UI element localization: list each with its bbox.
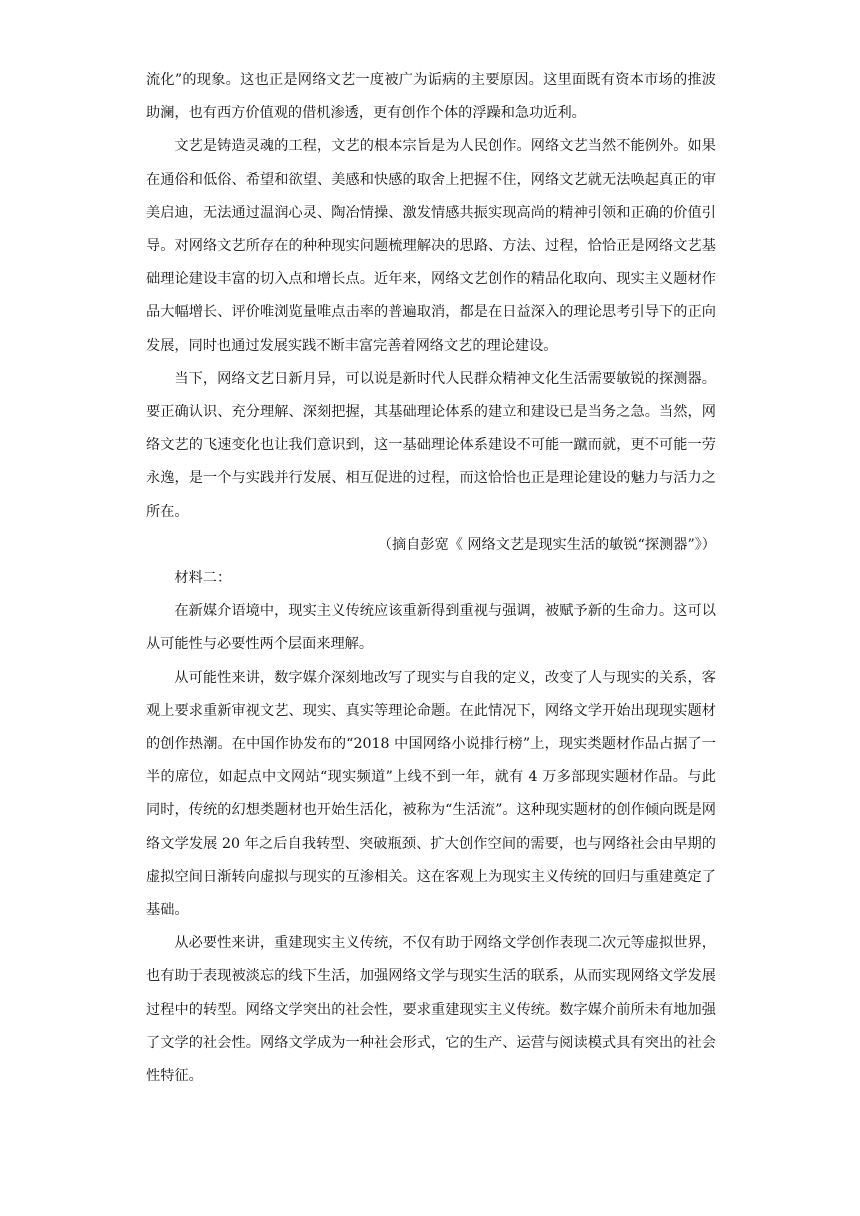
paragraph: 从必要性来讲，重建现实主义传统，不仅有助于网络文学创作表现二次元等虚拟世界，也有助于表现被淡忘的线下生活，加强网络文学与现实生活的联系，从而实现网络文学发展过程中的转型。网络文学突出的社会性，要求重建现实主义传统。数字媒介前所未有地加强了文学的社会性。网络文学成为一种社会形式，它的生产、运营与阅读模式具有突出的社会性特征。 — [146, 935, 716, 1085]
paragraph: 当下，网络文艺日新月异，可以说是新时代人民群众精神文化生活需要敏锐的探测器。要正确认识、充分理解、深刻把握，其基础理论体系的建立和建设已是当务之急。当然，网络文艺的飞速变化也让我们意识到，这一基础理论体系建设不可能一蹴而就，更不可能一劳永逸，是一个与实践并行发展、相互促进的过程，而这恰恰也正是理论建设的魅力与活力之所在。 — [146, 370, 716, 520]
document-page — [146, 64, 716, 1093]
paragraph: 在新媒介语境中，现实主义传统应该重新得到重视与强调，被赋予新的生命力。这可以从可能性与必要性两个层面来理解。 — [146, 603, 716, 653]
paragraph: 文艺是铸造灵魂的工程，文艺的根本宗旨是为人民创作。网络文艺当然不能例外。如果在通俗和低俗、希望和欲望、美感和快感的取舍上把握不住，网络文艺就无法唤起真正的审美启迪，无法通过温润心灵、陶冶情操、激发情感共振实现高尚的精神引领和正确的价值引导。对网络文艺所存在的种种现实问题梳理解决的思路、方法、过程，恰恰正是网络文艺基础理论建设丰富的切入点和增长点。近年来，网络文艺创作的精品化取向、现实主义题材作品大幅增长、评价唯浏览量唯点击率的普遍取消，都是在日益深入的理论思考引导下的正向发展，同时也通过发展实践不断丰富完善着网络文艺的理论建设。 — [146, 138, 716, 354]
source-citation: （摘自彭宽《 网络文艺是现实生活的敏锐“探测器”》） — [377, 536, 716, 553]
paragraph: 从可能性来讲，数字媒介深刻地改写了现实与自我的定义，改变了人与现实的关系，客观上要求重新审视文艺、现实、真实等理论命题。在此情况下，网络文学开始出现现实题材的创作热潮。在中国作协发布的“2018 中国网络小说排行榜”上，现实类题材作品占据了一半的席位，如起点中文网站“现实频道”上线不到一年，就有 4 万多部现实题材作品。与此同时，传统的幻想类题材也开始生活化，被称为“生活流”。这种现实题材的创作倾向既是网络文学发展 20 年之后自我转型、突破瓶颈、扩大创作空间的需要，也与网络社会由早期的虚拟空间日渐转向虚拟与现实的互渗相关。这在客观上为现实主义传统的回归与重建奠定了基础。 — [146, 669, 716, 919]
paragraph-continuation: 流化”的现象。这也正是网络文艺一度被广为诟病的主要原因。这里面既有资本市场的推波助澜，也有西方价值观的借机渗透，更有创作个体的浮躁和急功近利。 — [146, 72, 716, 122]
material-label: 材料二： — [174, 570, 232, 587]
